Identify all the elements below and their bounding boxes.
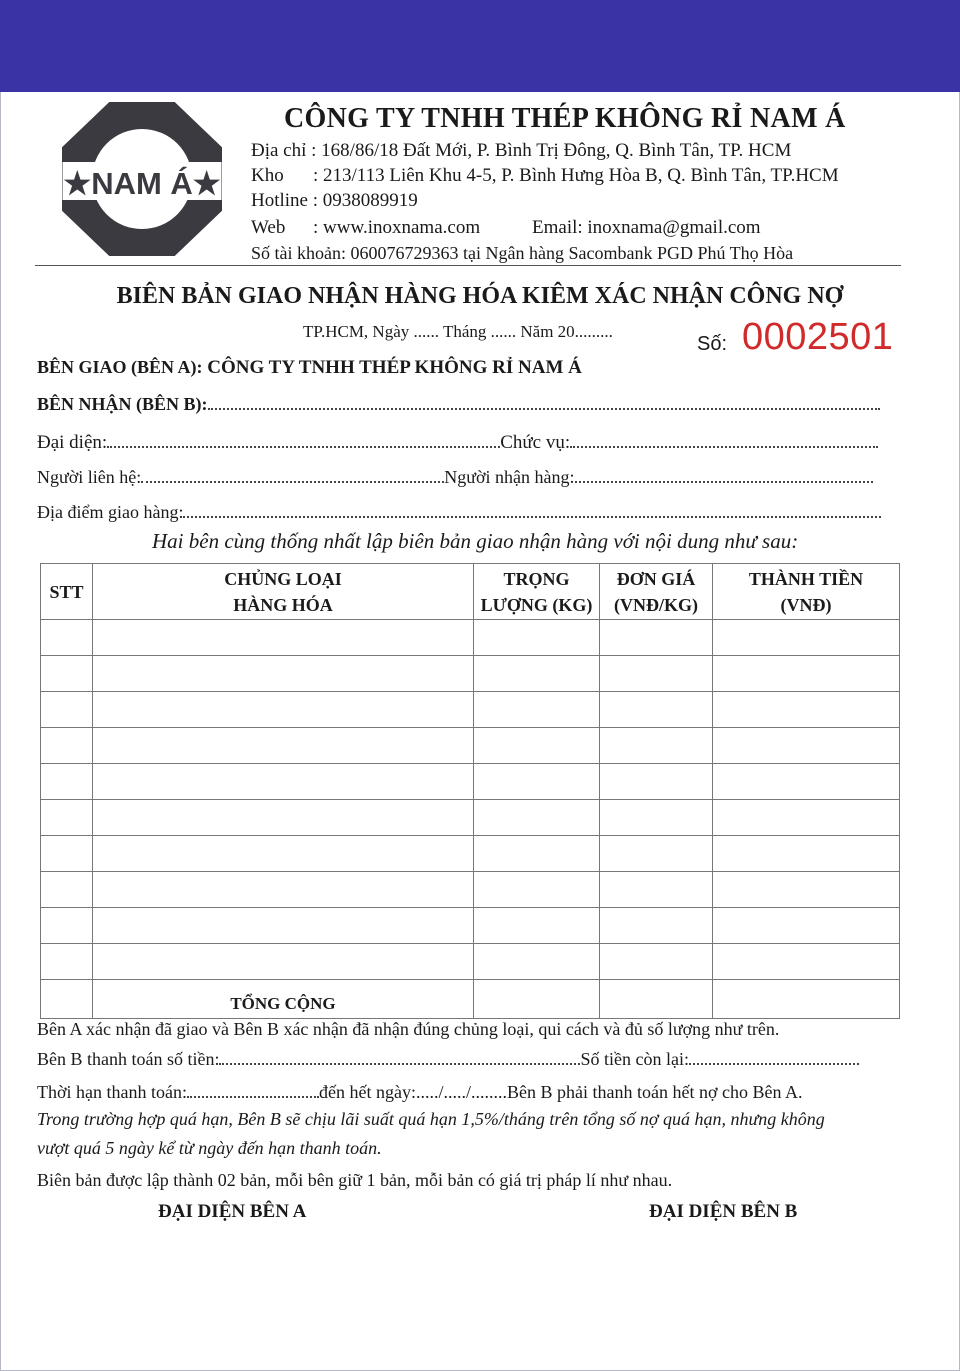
copies-text: Biên bản được lập thành 02 bản, mỗi bên giữ 1 bản, mỗi bản có giá trị pháp lí như nhau. [37,1170,673,1190]
company-warehouse [251,165,839,187]
cell-weight[interactable] [474,692,600,728]
table-row [41,728,900,764]
cell-weight[interactable] [474,728,600,764]
cell-price[interactable] [600,872,713,908]
header-weight-line2: LƯỢNG (KG) [480,594,593,615]
company-bank: Số tài khoản: 060076729363 tại Ngân hàng Sacombank PGD Phú Thọ Hòa [251,243,794,263]
chuc-vu-label: Chức vụ: [500,432,571,453]
email-value: Email: inoxnama@gmail.com [532,217,761,238]
cell-amount[interactable] [713,764,900,800]
table-row [41,944,900,980]
cell-amount[interactable] [713,872,900,908]
table-row [41,764,900,800]
so-number: 0002501 [742,316,894,358]
cell-weight[interactable] [474,908,600,944]
nguoi-nhan-hang-label: Người nhận hàng: [444,467,575,487]
total-amount[interactable] [713,980,900,1019]
web-label: Web [251,217,286,238]
cell-stt[interactable] [41,836,93,872]
dai-dien-label: Đại diện: [37,432,108,453]
company-hotline: Hotline : 0938089919 [251,190,418,211]
header-amount-line2: (VNĐ) [780,594,832,615]
cell-stt[interactable] [41,728,93,764]
nguoi-nhan-hang-blank[interactable] [575,481,873,483]
cell-weight[interactable] [474,944,600,980]
total-price[interactable] [600,980,713,1019]
cell-stt[interactable] [41,944,93,980]
cell-price[interactable] [600,908,713,944]
cell-stt[interactable] [41,692,93,728]
cell-price[interactable] [600,656,713,692]
table-row [41,620,900,656]
payment-line [37,1049,859,1070]
intro-text: Hai bên cùng thống nhất lập biên bản giao nhận hàng với nội dung như sau: [152,529,799,553]
lien-he-line [37,467,873,488]
ben-nhan-label: BÊN NHẬN (BÊN B): [37,394,208,414]
cell-stt[interactable] [41,800,93,836]
confirm-text: Bên A xác nhận đã giao và Bên B xác nhận đã nhận đúng chủng loại, qui cách và đủ số lượng như trên. [37,1019,780,1039]
cell-price[interactable] [600,800,713,836]
dia-diem-label: Địa điểm giao hàng: [37,502,184,522]
header-color-bar [0,0,960,92]
company-address: Địa chỉ : 168/86/18 Đất Mới, P. Bình Trị Đông, Q. Bình Tân, TP. HCM [251,140,792,161]
cell-price[interactable] [600,728,713,764]
document-title: BIÊN BẢN GIAO NHẬN HÀNG HÓA KIÊM XÁC NHẬN CÔNG NỢ [116,283,844,309]
payment-label: Bên B thanh toán số tiền: [37,1049,220,1069]
cell-stt[interactable] [41,620,93,656]
warehouse-value: : 213/113 Liên Khu 4-5, P. Bình Hưng Hòa B, Q. Bình Tân, TP.HCM [313,165,839,186]
dai-dien-blank[interactable] [107,446,500,448]
overdue-line-1: Trong trường hợp quá hạn, Bên B sẽ chịu lãi suất quá hạn 1,5%/tháng trên tổng số nợ quá hạn, nhưng không [37,1109,825,1129]
cell-product[interactable] [93,692,474,728]
cell-stt[interactable] [41,656,93,692]
deadline-end: Bên B phải thanh toán hết nợ cho Bên A. [506,1082,803,1102]
header-price-line2: (VNĐ/KG) [614,594,698,615]
cell-amount[interactable] [713,908,900,944]
deadline-until: đến hết ngày:...../...../........ [319,1082,507,1102]
cell-price[interactable] [600,620,713,656]
cell-price[interactable] [600,764,713,800]
ben-nhan-blank[interactable] [208,408,880,410]
cell-weight[interactable] [474,764,600,800]
table-row [41,800,900,836]
deadline-label: Thời hạn thanh toán: [37,1082,187,1102]
header-amount-line1: THÀNH TIỀN [748,568,864,589]
ben-giao-value: CÔNG TY TNHH THÉP KHÔNG RỈ NAM Á [207,357,582,378]
nguoi-lien-he-blank[interactable] [141,481,444,483]
deadline-blank[interactable] [187,1096,319,1098]
table-row [41,656,900,692]
cell-stt[interactable] [41,908,93,944]
cell-product[interactable] [93,620,474,656]
cell-weight[interactable] [474,836,600,872]
ben-nhan-line [37,394,880,416]
web-value: : www.inoxnama.com [313,217,481,238]
sign-party-b: ĐẠI DIỆN BÊN B [649,1201,798,1222]
company-web-email [251,217,761,239]
chuc-vu-blank[interactable] [570,446,878,448]
cell-amount[interactable] [713,620,900,656]
cell-price[interactable] [600,944,713,980]
header-stt [41,564,93,620]
goods-table [40,563,900,1019]
cell-product[interactable] [93,944,474,980]
cell-amount[interactable] [713,836,900,872]
ben-giao-line [37,357,582,379]
header-divider [35,265,901,266]
cell-weight[interactable] [474,656,600,692]
cell-product[interactable] [93,764,474,800]
cell-weight[interactable] [474,800,600,836]
cell-weight[interactable] [474,872,600,908]
table-row [41,836,900,872]
warehouse-label: Kho [251,165,284,186]
sign-party-a: ĐẠI DIỆN BÊN A [158,1201,307,1222]
cell-product[interactable] [93,800,474,836]
remaining-blank[interactable] [689,1063,859,1065]
header-price [600,564,713,620]
ben-giao-label: BÊN GIAO (BÊN A): [37,357,203,377]
cell-price[interactable] [600,692,713,728]
payment-blank[interactable] [219,1063,580,1065]
header-product-line2: HÀNG HÓA [233,594,333,615]
cell-amount[interactable] [713,728,900,764]
dia-diem-line [37,502,881,523]
cell-product[interactable] [93,728,474,764]
header-price-line1: ĐƠN GIÁ [616,568,696,589]
remaining-label: Số tiền còn lại: [580,1049,689,1069]
cell-product[interactable] [93,656,474,692]
table-total-row [41,980,900,1019]
header-amount [713,564,900,620]
so-label: Số: [697,333,728,355]
cell-weight[interactable] [474,620,600,656]
date-line: TP.HCM, Ngày ...... Tháng ...... Năm 20......... [303,322,613,341]
cell-stt[interactable] [41,872,93,908]
overdue-line-2: vượt quá 5 ngày kể từ ngày đến hạn thanh toán. [37,1138,382,1158]
table-header-row [41,564,900,620]
header-weight [474,564,600,620]
cell-product[interactable] [93,908,474,944]
total-label: TỔNG CỘNG [93,980,474,1019]
logo-text: ★NAM Á★ [63,166,221,201]
table-row [41,872,900,908]
total-weight[interactable] [474,980,600,1019]
cell-amount[interactable] [713,944,900,980]
company-logo [62,102,222,256]
header-stt-text: STT [49,581,84,602]
header-weight-line1: TRỌNG [503,568,570,589]
company-name: CÔNG TY TNHH THÉP KHÔNG RỈ NAM Á [284,103,846,134]
nguoi-lien-he-label: Người liên hệ: [37,467,142,487]
table-row [41,692,900,728]
cell-price[interactable] [600,836,713,872]
cell-stt [41,980,93,1019]
cell-product[interactable] [93,872,474,908]
cell-amount[interactable] [713,800,900,836]
table-row [41,908,900,944]
cell-amount[interactable] [713,692,900,728]
dai-dien-line [37,432,878,454]
dia-diem-blank[interactable] [183,516,881,518]
header-product-line1: CHỦNG LOẠI [224,568,342,589]
cell-amount[interactable] [713,656,900,692]
header-product [93,564,474,620]
cell-stt[interactable] [41,764,93,800]
deadline-line [37,1082,802,1103]
cell-product[interactable] [93,836,474,872]
